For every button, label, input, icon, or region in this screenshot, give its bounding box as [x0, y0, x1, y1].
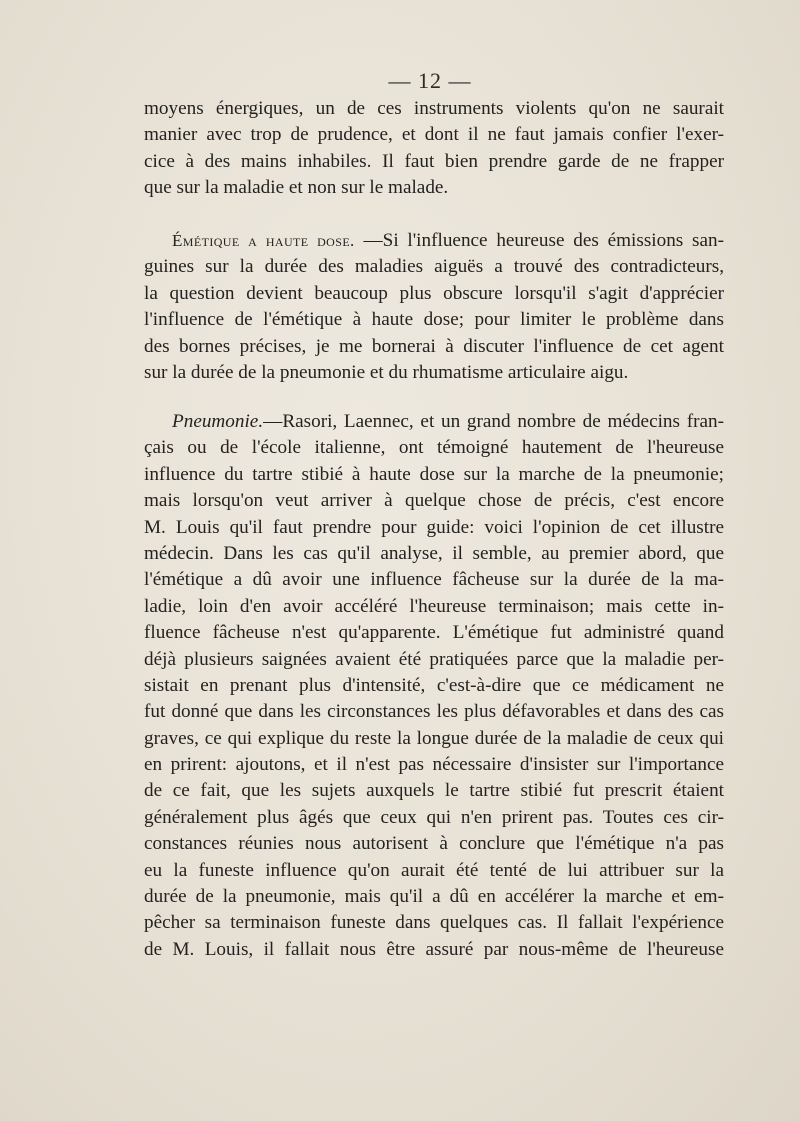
text-line: fluence fâcheuse n'est qu'apparente. L'émétique fut administré quand	[144, 622, 724, 644]
text-line: M. Louis qu'il faut prendre pour guide: voici l'opinion de cet illustre	[144, 516, 724, 538]
text-line: graves, ce qui explique du reste la longue durée de la maladie de ceux qui	[144, 727, 724, 749]
text-line: de ce fait, que les sujets auxquels le tartre stibié fut prescrit étaient	[144, 780, 724, 802]
text-line: constances réunies nous autorisent à conclure que l'émétique n'a pas	[144, 833, 724, 855]
paragraph-emetique	[144, 228, 724, 386]
text-line: des bornes précises, je me bornerai à discuter l'influence de cet agent	[144, 335, 724, 357]
text-line: mais lorsqu'on veut arriver à quelque chose de précis, c'est encore	[144, 490, 724, 512]
page-number: — 12 —	[388, 68, 472, 93]
text-line: çais ou de l'école italienne, ont témoigné hautement de l'heureuse	[144, 437, 724, 459]
text-line	[144, 228, 724, 254]
text-line: l'influence de l'émétique à haute dose; pour limiter le problème dans	[144, 309, 724, 331]
text-line: pêcher sa terminaison funeste dans quelques cas. Il fallait l'expérience	[144, 912, 724, 934]
text-line: manier avec trop de prudence, et dont il ne faut jamais confier l'exer-	[144, 124, 724, 146]
text-line: de M. Louis, il fallait nous être assuré par nous-même de l'heureuse	[144, 938, 724, 960]
paragraph-pneumonie	[144, 409, 724, 963]
text-line: en prirent: ajoutons, et il n'est pas nécessaire d'insister sur l'importance	[144, 754, 724, 776]
text-line: influence du tartre stibié à haute dose sur la marche de la pneumonie;	[144, 463, 724, 485]
text-line: déjà plusieurs saignées avaient été pratiquées parce que la maladie per-	[144, 648, 724, 670]
text-line: la question devient beaucoup plus obscure lorsqu'il s'agit d'apprécier	[144, 282, 724, 304]
text-line: ladie, loin d'en avoir accéléré l'heureuse terminaison; mais cette in-	[144, 595, 724, 617]
section-heading-emetique: Émétique a haute dose.	[172, 231, 355, 250]
paragraph-continuation	[144, 96, 724, 202]
text-line: eu la funeste influence qu'on aurait été tenté de lui attribuer sur la	[144, 859, 724, 881]
text-line: médecin. Dans les cas qu'il analyse, il semble, au premier abord, que	[144, 542, 724, 564]
text-line: généralement plus âgés que ceux qui n'en prirent pas. Toutes ces cir-	[144, 806, 724, 828]
text-line	[144, 409, 724, 435]
text-line-rest: —Si l'influence heureuse des émissions san-	[354, 230, 724, 251]
text-line: que sur la maladie et non sur le malade.	[144, 177, 449, 199]
text-line: moyens énergiques, un de ces instruments violents qu'on ne saurait	[144, 98, 724, 119]
text-line: fut donné que dans les circonstances les plus défavorables et dans des cas	[144, 701, 724, 723]
text-line: guines sur la durée des maladies aiguës a trouvé des contradicteurs,	[144, 256, 724, 278]
text-line: sur la durée de la pneumonie et du rhumatisme articulaire aigu.	[144, 361, 629, 383]
text-line-rest: —Rasori, Laennec, et un grand nombre de médecins fran-	[263, 411, 724, 432]
text-line: cice à des mains inhabiles. Il faut bien prendre garde de ne frapper	[144, 150, 724, 172]
text-line: l'émétique a dû avoir une influence fâcheuse sur la durée de la ma-	[144, 569, 724, 591]
text-line: durée de la pneumonie, mais qu'il a dû en accélérer la marche et em-	[144, 886, 724, 908]
section-heading-pneumonie: Pneumonie.	[172, 411, 264, 432]
text-line: sistait en prenant plus d'intensité, c'est-à-dire que ce médicament ne	[144, 674, 724, 696]
